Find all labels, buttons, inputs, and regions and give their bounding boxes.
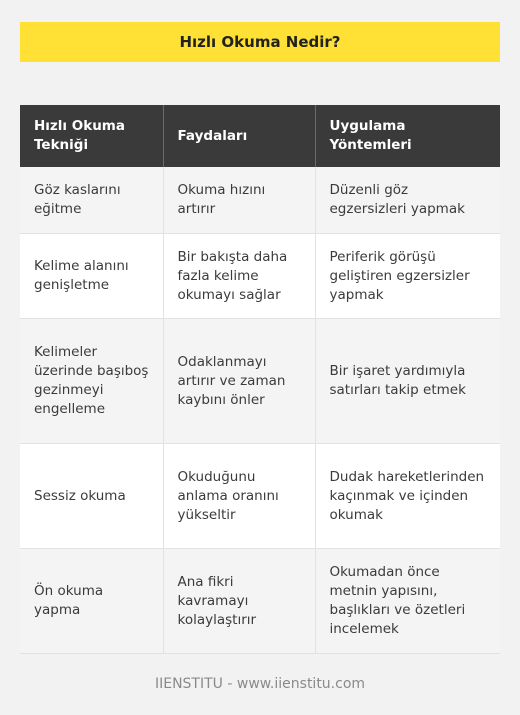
techniques-table bbox=[20, 105, 500, 654]
header-methods: Uygulama Yöntemleri bbox=[315, 105, 500, 167]
technique-cell: Kelime alanını genişletme bbox=[20, 234, 163, 319]
page-title: Hızlı Okuma Nedir? bbox=[179, 33, 341, 51]
method-cell: Düzenli göz egzersizleri yapmak bbox=[315, 167, 500, 234]
technique-cell: Ön okuma yapma bbox=[20, 549, 163, 654]
header-benefits: Faydaları bbox=[163, 105, 315, 167]
table-header-row bbox=[20, 105, 500, 167]
benefit-cell: Ana fikri kavramayı kolaylaştırır bbox=[163, 549, 315, 654]
benefit-cell: Okuma hızını artırır bbox=[163, 167, 315, 234]
method-cell: Bir işaret yardımıyla satırları takip etmek bbox=[315, 319, 500, 444]
benefit-cell: Odaklanmayı artırır ve zaman kaybını önler bbox=[163, 319, 315, 444]
table-row bbox=[20, 167, 500, 234]
table-row bbox=[20, 319, 500, 444]
method-cell: Dudak hareketlerinden kaçınmak ve içinden okumak bbox=[315, 444, 500, 549]
title-banner bbox=[20, 22, 500, 62]
table-row bbox=[20, 444, 500, 549]
table-row bbox=[20, 549, 500, 654]
technique-cell: Sessiz okuma bbox=[20, 444, 163, 549]
benefit-cell: Okuduğunu anlama oranını yükseltir bbox=[163, 444, 315, 549]
technique-cell: Göz kaslarını eğitme bbox=[20, 167, 163, 234]
method-cell: Periferik görüşü geliştiren egzersizler yapmak bbox=[315, 234, 500, 319]
footer-attribution: IIENSTITU - www.iienstitu.com bbox=[154, 676, 366, 692]
benefit-cell: Bir bakışta daha fazla kelime okumayı sağlar bbox=[163, 234, 315, 319]
method-cell: Okumadan önce metnin yapısını, başlıkları ve özetleri incelemek bbox=[315, 549, 500, 654]
table-row bbox=[20, 234, 500, 319]
technique-cell: Kelimeler üzerinde başıboş gezinmeyi engelleme bbox=[20, 319, 163, 444]
header-technique: Hızlı Okuma Tekniği bbox=[20, 105, 163, 167]
